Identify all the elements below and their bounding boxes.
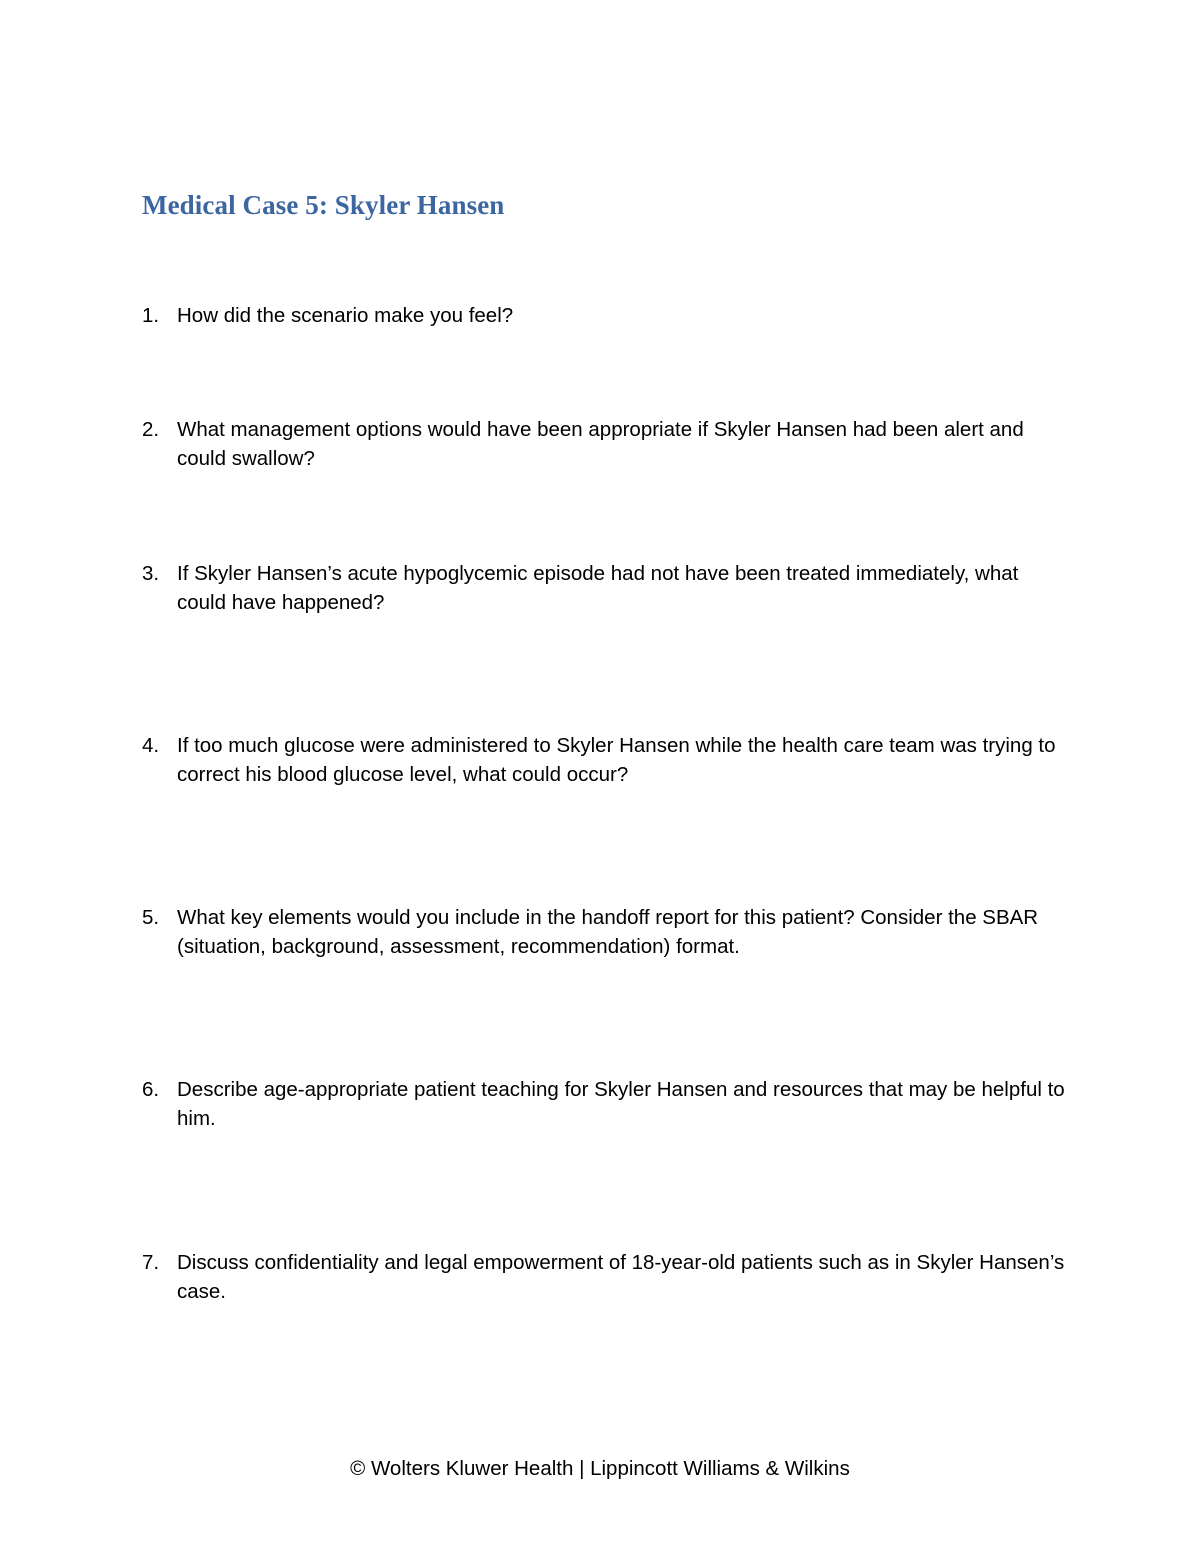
question-item	[142, 415, 1072, 473]
question-number: 4.	[142, 734, 160, 757]
question-text: If too much glucose were administered to Skyler Hansen while the health care team was trying to correct his blood glucose level, what could occur?	[177, 734, 1056, 786]
question-number: 5.	[142, 906, 160, 929]
question-text: How did the scenario make you feel?	[177, 304, 514, 327]
question-item	[142, 1248, 1072, 1306]
question-text: Discuss confidentiality and legal empowerment of 18-year-old patients such as in Skyler Hansen’s case.	[177, 1251, 1065, 1303]
question-number: 3.	[142, 562, 160, 585]
question-number: 7.	[142, 1251, 160, 1274]
question-text: Describe age-appropriate patient teaching for Skyler Hansen and resources that may be helpful to him.	[177, 1078, 1065, 1130]
question-text: If Skyler Hansen’s acute hypoglycemic episode had not have been treated immediately, what could have happened?	[177, 562, 1019, 614]
question-number: 2.	[142, 418, 160, 441]
question-item	[142, 301, 1072, 330]
question-item	[142, 903, 1072, 961]
question-number: 6.	[142, 1078, 160, 1101]
question-item	[142, 1075, 1072, 1133]
question-item	[142, 731, 1072, 789]
page-title: Medical Case 5: Skyler Hansen	[142, 190, 505, 220]
question-number: 1.	[142, 304, 160, 327]
question-item	[142, 559, 1072, 617]
copyright-footer: © Wolters Kluwer Health | Lippincott Williams & Wilkins	[350, 1457, 850, 1480]
question-text: What management options would have been appropriate if Skyler Hansen had been alert and could swallow?	[177, 418, 1024, 470]
question-text: What key elements would you include in the handoff report for this patient? Consider the SBAR (situation, background, assessment, recommendation) format.	[177, 906, 1039, 958]
